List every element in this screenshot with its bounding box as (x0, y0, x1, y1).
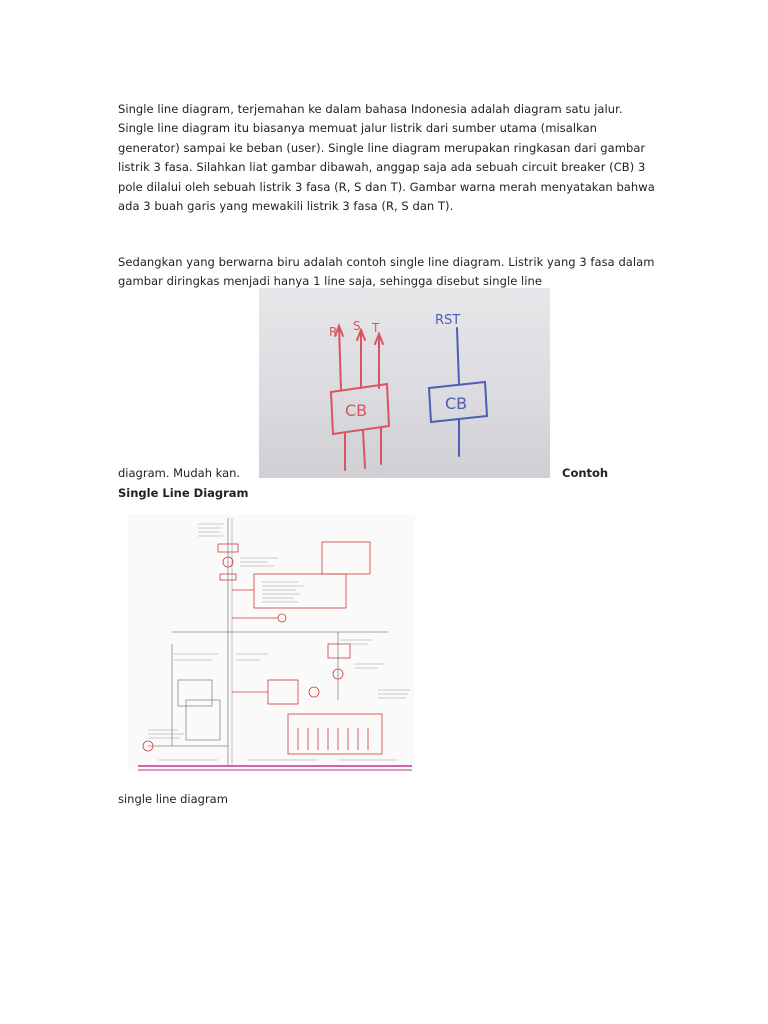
blue-line-in (457, 328, 459, 384)
heading-single-line-diagram: Single Line Diagram (118, 486, 249, 500)
red-cb-label: CB (345, 401, 368, 420)
red-label-r: R (329, 325, 338, 339)
cb-sketch-photo (259, 288, 550, 478)
single-line-diagram-image (128, 514, 415, 772)
panel-top-right (322, 542, 370, 574)
figure-caption: single line diagram (118, 792, 228, 806)
paragraph-intro: Single line diagram, terjemahan ke dalam bahasa Indonesia adalah diagram satu jalur. Single line diagram itu biasanya memuat jalur listrik dari sumber utama (misalkan generator) sampai ke beban (user). Single line diagram merupakan ringkasan dari gambar listrik 3 fasa. Silahkan liat gambar dibawah, anggap saja ada sebuah circuit breaker (CB) 3 pole dilalui oleh sebuah listrik 3 fasa (R, S dan T). Gambar warna merah menyatakan bahwa ada 3 buah garis yang mewakili listrik 3 fasa (R, S dan T). (118, 102, 655, 214)
red-out-s (363, 430, 365, 468)
paragraph-blue-explanation: Sedangkan yang berwarna biru adalah contoh single line diagram. Listrik yang 3 fasa dalam gambar diringkas menjadi hanya 1 line saja, sehingga disebut single line (118, 255, 655, 289)
blue-cb-label: CB (445, 394, 468, 413)
red-line-r (339, 326, 341, 390)
inline-text-mudah-kan: diagram. Mudah kan. (118, 466, 241, 480)
panel-relay (254, 574, 346, 608)
red-label-t: T (372, 321, 380, 335)
red-label-s: S (353, 319, 361, 333)
heading-contoh: Contoh (562, 466, 609, 480)
blue-label-rst: RST (435, 313, 461, 328)
